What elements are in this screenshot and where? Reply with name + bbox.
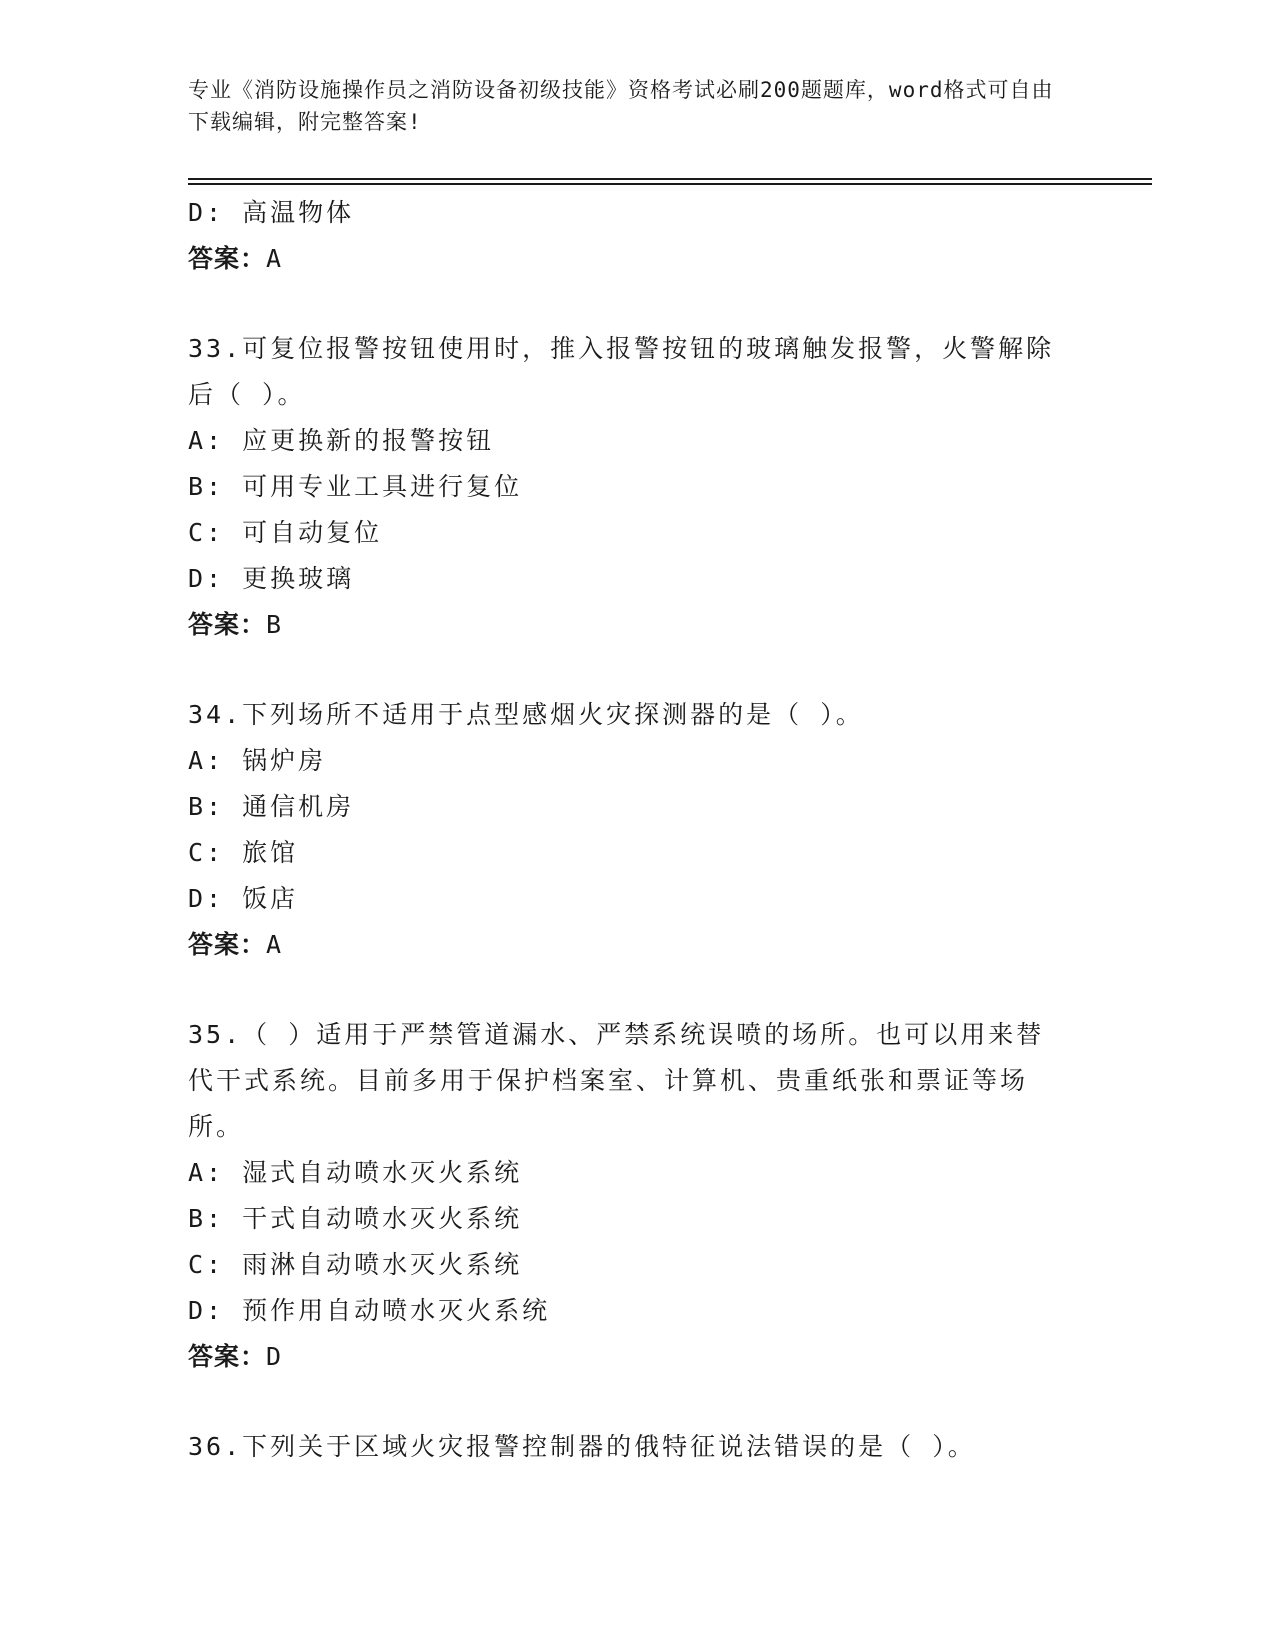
option-b: B: 通信机房 (188, 792, 355, 821)
answer-line (188, 236, 1088, 282)
question-list (188, 190, 1088, 1470)
question-stem-cont: 代干式系统。目前多用于保护档案室、计算机、贵重纸张和票证等场 (188, 1066, 1029, 1095)
option-d: D: 高温物体 (188, 198, 355, 227)
option-b: B: 可用专业工具进行复位 (188, 472, 523, 501)
header-rule-top (188, 178, 1152, 180)
question-stem: 33.可复位报警按钮使用时，推入报警按钮的玻璃触发报警，火警解除 (188, 334, 1055, 363)
document-header (188, 74, 1068, 138)
answer-line (188, 602, 1088, 648)
answer-value: B (266, 610, 283, 639)
answer-line (188, 1334, 1088, 1380)
option-d: D: 饭店 (188, 884, 299, 913)
option-b: B: 干式自动喷水灭火系统 (188, 1204, 523, 1233)
option-d: D: 预作用自动喷水灭火系统 (188, 1296, 551, 1325)
option-c: C: 可自动复位 (188, 518, 383, 547)
option-c: C: 雨淋自动喷水灭火系统 (188, 1250, 523, 1279)
question-stem: 36.下列关于区域火灾报警控制器的俄特征说法错误的是（ ）。 (188, 1432, 976, 1461)
option-c: C: 旅馆 (188, 838, 299, 867)
header-title: 专业《消防设施操作员之消防设备初级技能》资格考试必刷200题题库，word格式可自由下载编辑，附完整答案! (188, 78, 1054, 134)
option-a: A: 锅炉房 (188, 746, 327, 775)
question-stem-cont: 后（ ）。 (188, 380, 306, 409)
question-stem: 35.（ ）适用于严禁管道漏水、严禁系统误喷的场所。也可以用来替 (188, 1020, 1045, 1049)
header-rule-bottom (188, 183, 1152, 185)
question-stem: 34.下列场所不适用于点型感烟火灾探测器的是（ ）。 (188, 700, 864, 729)
answer-label: 答案： (188, 1342, 267, 1371)
answer-label: 答案： (188, 610, 267, 639)
answer-value: A (266, 930, 283, 959)
answer-label: 答案： (188, 930, 267, 959)
option-d: D: 更换玻璃 (188, 564, 355, 593)
answer-label: 答案： (188, 244, 267, 273)
option-a: A: 应更换新的报警按钮 (188, 426, 495, 455)
option-a: A: 湿式自动喷水灭火系统 (188, 1158, 523, 1187)
answer-value: D (266, 1342, 283, 1371)
answer-line (188, 922, 1088, 968)
question-stem-cont: 所。 (188, 1112, 245, 1141)
answer-value: A (266, 244, 283, 273)
